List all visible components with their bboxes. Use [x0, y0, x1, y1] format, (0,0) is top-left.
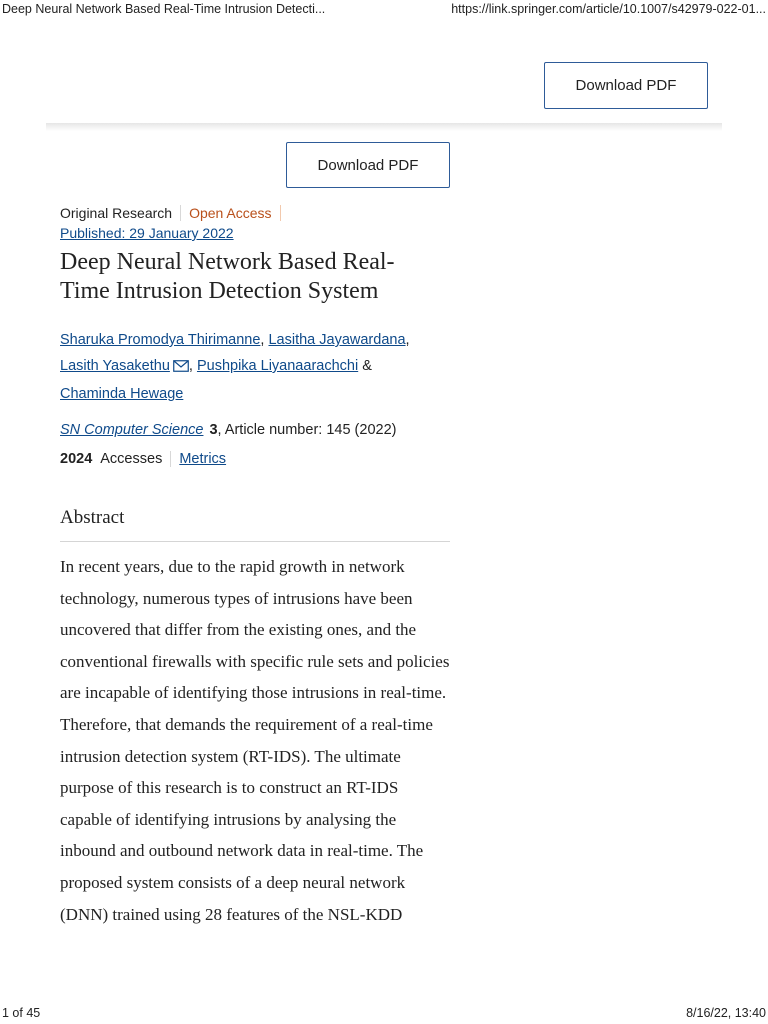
journal-link[interactable]: SN Computer Science	[60, 422, 204, 438]
metrics-link[interactable]: Metrics	[179, 451, 227, 467]
published-date-link[interactable]: Published: 29 January 2022	[60, 225, 234, 241]
author-list: Sharuka Promodya Thirimanne, Lasitha Jayawardana, Lasith Yasakethu , Pushpika Liyanaarachchi & Chaminda Hewage	[60, 332, 410, 402]
author-link[interactable]: Lasitha Jayawardana	[268, 332, 406, 348]
print-page-url: https://link.springer.com/article/10.1007/s42979-022-01...	[451, 2, 766, 16]
header-divider	[46, 123, 722, 131]
article-title: Deep Neural Network Based Real-Time Intrusion Detection System	[60, 249, 395, 304]
article-meta	[60, 205, 281, 221]
abstract-heading: Abstract	[60, 507, 450, 542]
author-link[interactable]: Pushpika Liyanaarachchi	[196, 358, 359, 374]
access-row	[60, 451, 226, 467]
print-footer	[0, 1002, 768, 1024]
open-access-badge: Open Access	[181, 205, 281, 221]
author-link[interactable]: Sharuka Promodya Thirimanne	[60, 332, 261, 348]
citation-row	[60, 422, 396, 438]
download-pdf-button[interactable]: Download PDF	[286, 142, 450, 188]
author-link[interactable]: Chaminda Hewage	[60, 386, 184, 402]
print-datetime: 8/16/22, 13:40	[686, 1006, 766, 1020]
accesses-label: Accesses	[100, 451, 171, 467]
print-page-title: Deep Neural Network Based Real-Time Intrusion Detecti...	[2, 2, 326, 16]
mail-icon[interactable]	[173, 355, 189, 381]
article-type: Original Research	[60, 205, 181, 221]
abstract-text: In recent years, due to the rapid growth in network technology, numerous types of intrusions have been uncovered that differ from the existing ones, and the conventional firewalls with specific rule sets and policies are incapable of identifying those intrusions in real-time. Therefore, that demands the requirement of a real-time intrusion detection system (RT-IDS). The ultimate purpose of this research is to construct an RT-IDS capable of identifying intrusions by analysing the inbound and outbound network data in real-time. The proposed system consists of a deep neural network (DNN) trained using 28 features of the NSL-KDD	[60, 557, 450, 924]
print-header	[0, 0, 768, 20]
journal-volume: 3	[209, 422, 218, 438]
print-page-number: 1 of 45	[2, 1006, 41, 1020]
accesses-count: 2024	[60, 451, 93, 467]
header-download-pdf-button[interactable]: Download PDF	[544, 62, 708, 109]
article-number: , Article number: 145 (2022)	[217, 422, 397, 438]
author-link[interactable]: Lasith Yasakethu	[60, 358, 170, 374]
